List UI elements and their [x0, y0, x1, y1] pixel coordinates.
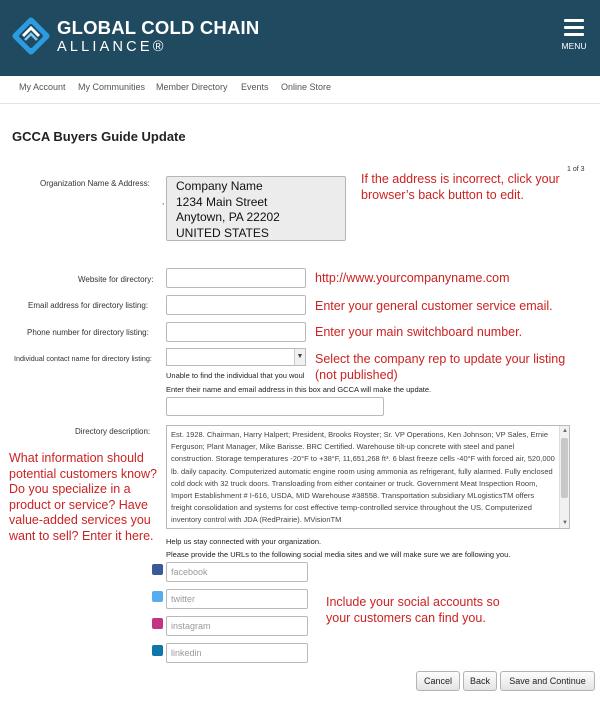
twitter-icon	[152, 591, 163, 602]
description-textarea[interactable]	[166, 425, 570, 529]
description-scrollbar[interactable]	[559, 426, 569, 528]
menu-label: MENU	[561, 41, 587, 51]
instagram-input[interactable]	[166, 616, 308, 636]
contact-label: Individual contact name for directory listing:	[14, 354, 152, 363]
logo-title[interactable]: GLOBAL COLD CHAIN	[57, 17, 260, 38]
contact-select[interactable]	[166, 348, 306, 366]
address-line: 1234 Main Street	[176, 194, 268, 209]
email-label: Email address for directory listing:	[28, 301, 149, 310]
nav-events[interactable]: Events	[241, 82, 269, 92]
phone-input[interactable]	[166, 322, 306, 342]
social-instructions: Please provide the URLs to the following social media sites and we will make sure we are following you.	[166, 550, 511, 559]
org-address-box	[166, 176, 346, 241]
scroll-up-icon[interactable]: ▲	[562, 428, 568, 434]
cancel-button[interactable]: Cancel	[416, 671, 460, 691]
enter-text: Enter their name and email address in this box and GCCA will make the update.	[166, 385, 432, 394]
note-email: Enter your general customer service email.	[315, 299, 553, 313]
instagram-icon	[152, 618, 163, 629]
description-text: Est. 1928. Chairman, Harry Halpert; President, Brooks Royster; Sr. VP Operations, Ken Johnson; VP Sales, Ernie Ferguson; Plant Manager, Mike Barisse. BRC Certified. Warehouse tilt-up concrete with steel and panel construction. Storage temperatures -20°F to +38°F, 11,651,268 ft³. 6 blast freeze cells -40°F with forced air, 520,000 lb. daily capacity. Computerized automatic engine room using ammonia as refrigerant, fully alarmed. Fully enclosed cold dock with 32 truck doors. Transloading from either container or truck. Government Meat Inspection Room, Import Establishment # I-616, USDA, MID Warehouse #38558. Transportation subsidiary MLogisticsTM offers freight consolidation and systems for cost effective temp-controlled service throughout the US. Computerized inventory control with JDA (RedPrairie). MVisionTM	[171, 430, 555, 525]
social-intro: Help us stay connected with your organization.	[166, 537, 322, 546]
note-phone: Enter your main switchboard number.	[315, 325, 523, 339]
note-social: Include your social accounts so your customers can find you.	[326, 595, 500, 625]
other-contact-input[interactable]	[166, 397, 384, 416]
website-input[interactable]	[166, 268, 306, 288]
nav-member-directory[interactable]: Member Directory	[156, 82, 228, 92]
nav-online-store[interactable]: Online Store	[281, 82, 332, 92]
address-line: Anytown, PA 22202	[176, 210, 280, 224]
back-button[interactable]: Back	[463, 671, 497, 691]
save-continue-button[interactable]: Save and Continue	[500, 671, 595, 691]
nav-my-communities[interactable]: My Communities	[78, 82, 146, 92]
website-label: Website for directory:	[78, 275, 154, 284]
site-header	[0, 0, 600, 76]
chevron-down-icon: ▼	[294, 349, 305, 365]
scroll-down-icon[interactable]: ▼	[562, 520, 568, 526]
description-label: Directory description:	[75, 427, 151, 436]
page-count: 1 of 3	[567, 166, 585, 173]
unable-text: Unable to find the individual that you woul	[166, 371, 305, 380]
facebook-icon	[152, 564, 163, 575]
address-line: UNITED STATES	[176, 225, 269, 240]
twitter-input[interactable]	[166, 589, 308, 609]
phone-label: Phone number for directory listing:	[27, 328, 149, 337]
facebook-input[interactable]	[166, 562, 308, 582]
address-line: Company Name	[176, 179, 263, 193]
nav-my-account[interactable]: My Account	[19, 82, 66, 92]
menu-button[interactable]	[558, 17, 590, 53]
linkedin-input[interactable]	[166, 643, 308, 663]
gcca-logo-icon[interactable]	[11, 16, 51, 56]
linkedin-icon	[152, 645, 163, 656]
scrollbar-thumb[interactable]	[561, 438, 568, 498]
note-description: What information should potential customers know? Do you specialize in a product or service? Have value-added services you want to sell? Enter it here.	[9, 451, 157, 543]
note-contact-line2: (not published)	[315, 368, 398, 382]
top-nav	[0, 76, 600, 104]
org-address-label: Organization Name & Address:	[40, 179, 150, 188]
note-contact-line1: Select the company rep to update your listing	[315, 352, 566, 366]
note-address: If the address is incorrect, click your browser’s back button to edit.	[361, 172, 560, 202]
page-title: GCCA Buyers Guide Update	[12, 129, 186, 144]
comma-separator: ,	[162, 197, 165, 206]
email-input[interactable]	[166, 295, 306, 315]
note-website: http://www.yourcompanyname.com	[315, 271, 510, 285]
logo-subtitle[interactable]: ALLIANCE®	[57, 39, 167, 55]
